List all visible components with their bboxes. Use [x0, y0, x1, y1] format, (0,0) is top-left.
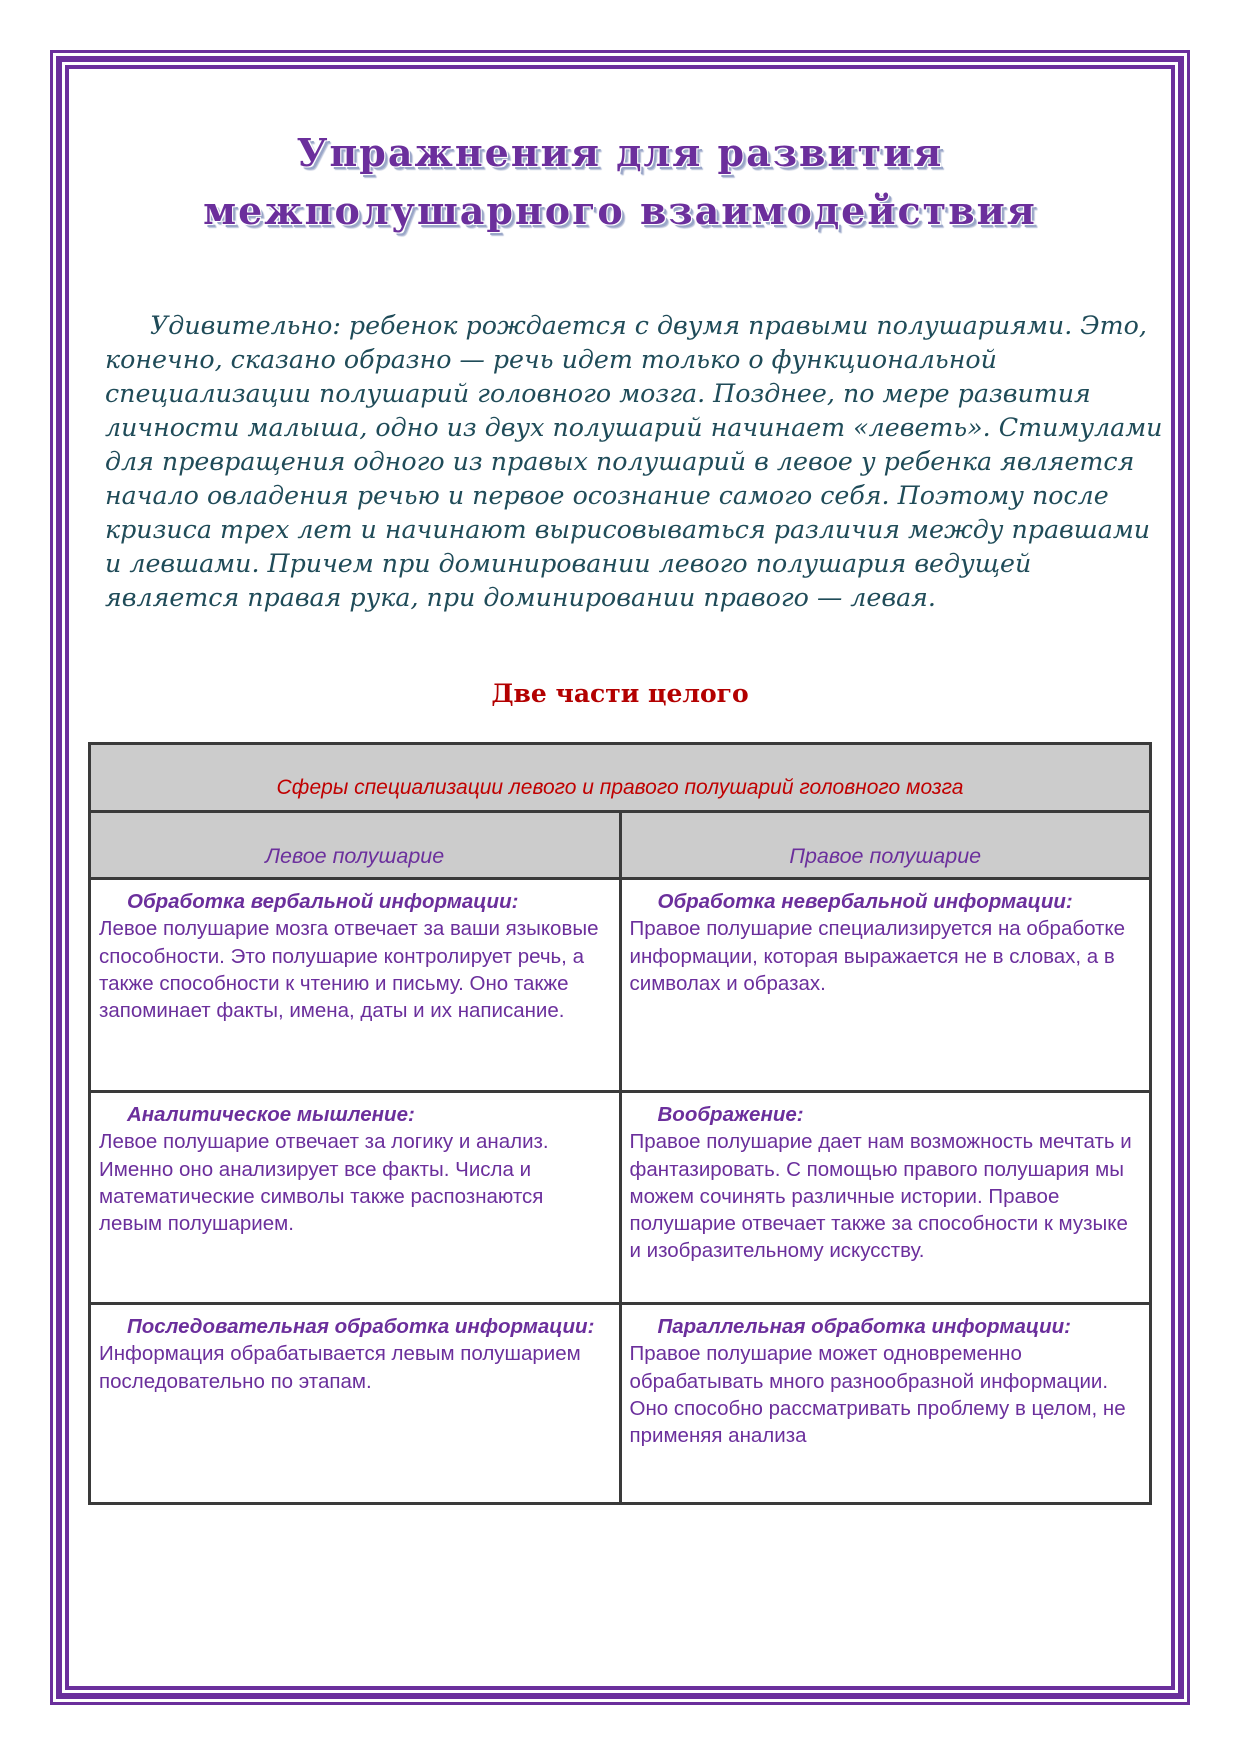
table-cell-right: [620, 1092, 1151, 1304]
table-cell-left: [90, 1304, 621, 1504]
table-cell-left: [90, 879, 621, 1092]
column-header-left-hemisphere: Левое полушарие: [90, 812, 621, 879]
hemisphere-specialization-table: [88, 742, 1152, 1505]
intro-paragraph: Удивительно: ребенок рождается с двумя правыми полушариями. Это, конечно, сказано образно — речь идет только о функциональной специализации полушарий головного мозга. Позднее, по мере развития личности малыша, одно из двух полушарий начинает «леветь». Стимулами для превращения одного из правых полушарий в левое у ребенка является начало овладения речью и первое осознание самого себя. Поэтому после кризиса трех лет и начинают вырисовываться различия между правшами и левшами. Причем при доминировании левого полушария ведущей является правая рука, при доминировании правого — левая.: [105, 311, 1163, 612]
cell-text: Информация обрабатывается левым полушарием последовательно по этапам.: [99, 1342, 581, 1393]
cell-text: Левое полушарие отвечает за логику и анализ. Именно оно анализирует все факты. Числа и математические символы также распознаются левым полушарием.: [99, 1130, 549, 1236]
section-subtitle: Две части целого: [491, 679, 749, 708]
column-header-right-hemisphere: Правое полушарие: [620, 812, 1151, 879]
cell-text: Правое полушарие может одновременно обрабатывать много разнообразной информации. Оно способно рассматривать проблему в целом, не применяя анализа: [629, 1342, 1126, 1448]
cell-heading: Обработка вербальной информации:: [127, 890, 519, 913]
cell-heading: Аналитическое мышление:: [127, 1103, 415, 1126]
cell-text: Правое полушарие специализируется на обработке информации, которая выражается не в словах, а в символах и образах.: [629, 917, 1126, 995]
table-cell-right: [620, 1304, 1151, 1504]
cell-heading: Последовательная обработка информации:: [127, 1315, 595, 1338]
table-cell-left: [90, 1092, 621, 1304]
page-title: [69, 124, 1171, 240]
table-cell-right: [620, 879, 1151, 1092]
cell-text: Правое полушарие дает нам возможность мечтать и фантазировать. С помощью правого полушария мы можем сочинять различные истории. Правое полушарие отвечает также за способности к музыке и изобразительному искусству.: [629, 1130, 1132, 1263]
table-row: [90, 1092, 1151, 1304]
cell-heading: Обработка невербальной информации:: [657, 890, 1073, 913]
page-title-line-1: Упражнения для развития: [296, 130, 944, 175]
table-row: [90, 879, 1151, 1092]
table-caption-row: [90, 744, 1151, 812]
page-title-line-2: межполушарного взаимодействия: [203, 188, 1037, 233]
cell-heading: Воображение:: [657, 1103, 804, 1126]
table-column-header-row: [90, 812, 1151, 879]
cell-heading: Параллельная обработка информации:: [657, 1315, 1071, 1338]
cell-text: Левое полушарие мозга отвечает за ваши языковые способности. Это полушарие контролирует речь, а также способности к чтению и письму. Оно также запоминает факты, имена, даты и их написание.: [99, 917, 599, 1023]
table-caption: Сферы специализации левого и правого полушарий головного мозга: [90, 744, 1151, 812]
table-row: [90, 1304, 1151, 1504]
